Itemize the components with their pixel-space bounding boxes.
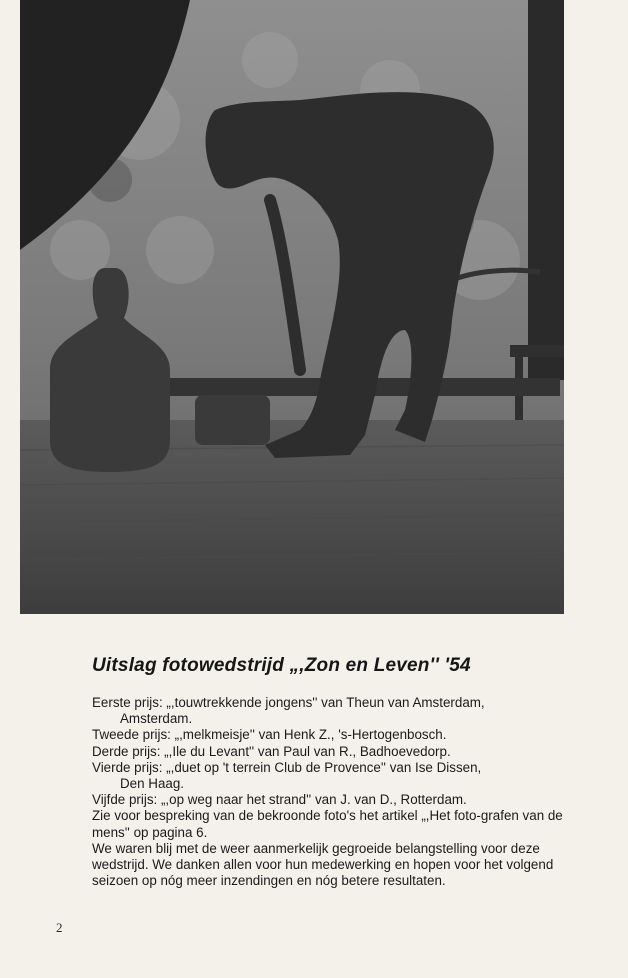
photograph-illustration <box>20 0 564 614</box>
prize-line: Eerste prijs: „,touwtrekkende jongens'' van Theun van Amsterdam, <box>92 695 485 710</box>
page-number: 2 <box>56 920 63 935</box>
cover-photograph <box>20 0 564 614</box>
prize-line: Vijfde prijs: „,op weg naar het strand'' van J. van D., Rotterdam. <box>92 792 467 808</box>
results-text <box>92 695 570 889</box>
prize-line: Derde prijs: „,Ile du Levant'' van Paul van R., Badhoevedorp. <box>92 743 451 759</box>
closing-paragraph: We waren blij met de weer aanmerkelijk gegroeide belangstelling voor deze wedstrijd. We danken allen voor hun medewerking en hopen voor het volgend seizoen op nóg meer inzendingen en nóg betere resultaten. <box>92 840 554 889</box>
prize-line-continuation: Amsterdam. <box>120 711 193 727</box>
prize-line: Vierde prijs: „,duet op 't terrein Club de Provence'' van Ise Dissen, <box>92 759 482 775</box>
article-heading: Uitslag fotowedstrijd „,Zon en Leven'' '54 <box>92 655 471 676</box>
prize-line-continuation: Den Haag. <box>120 776 185 792</box>
article-reference: Zie voor bespreking van de bekroonde foto's het artikel „,Het foto-grafen van de mens'' op pagina 6. <box>92 808 563 840</box>
prize-line: Tweede prijs: „,melkmeisje'' van Henk Z., 's-Hertogenbosch. <box>92 727 447 743</box>
